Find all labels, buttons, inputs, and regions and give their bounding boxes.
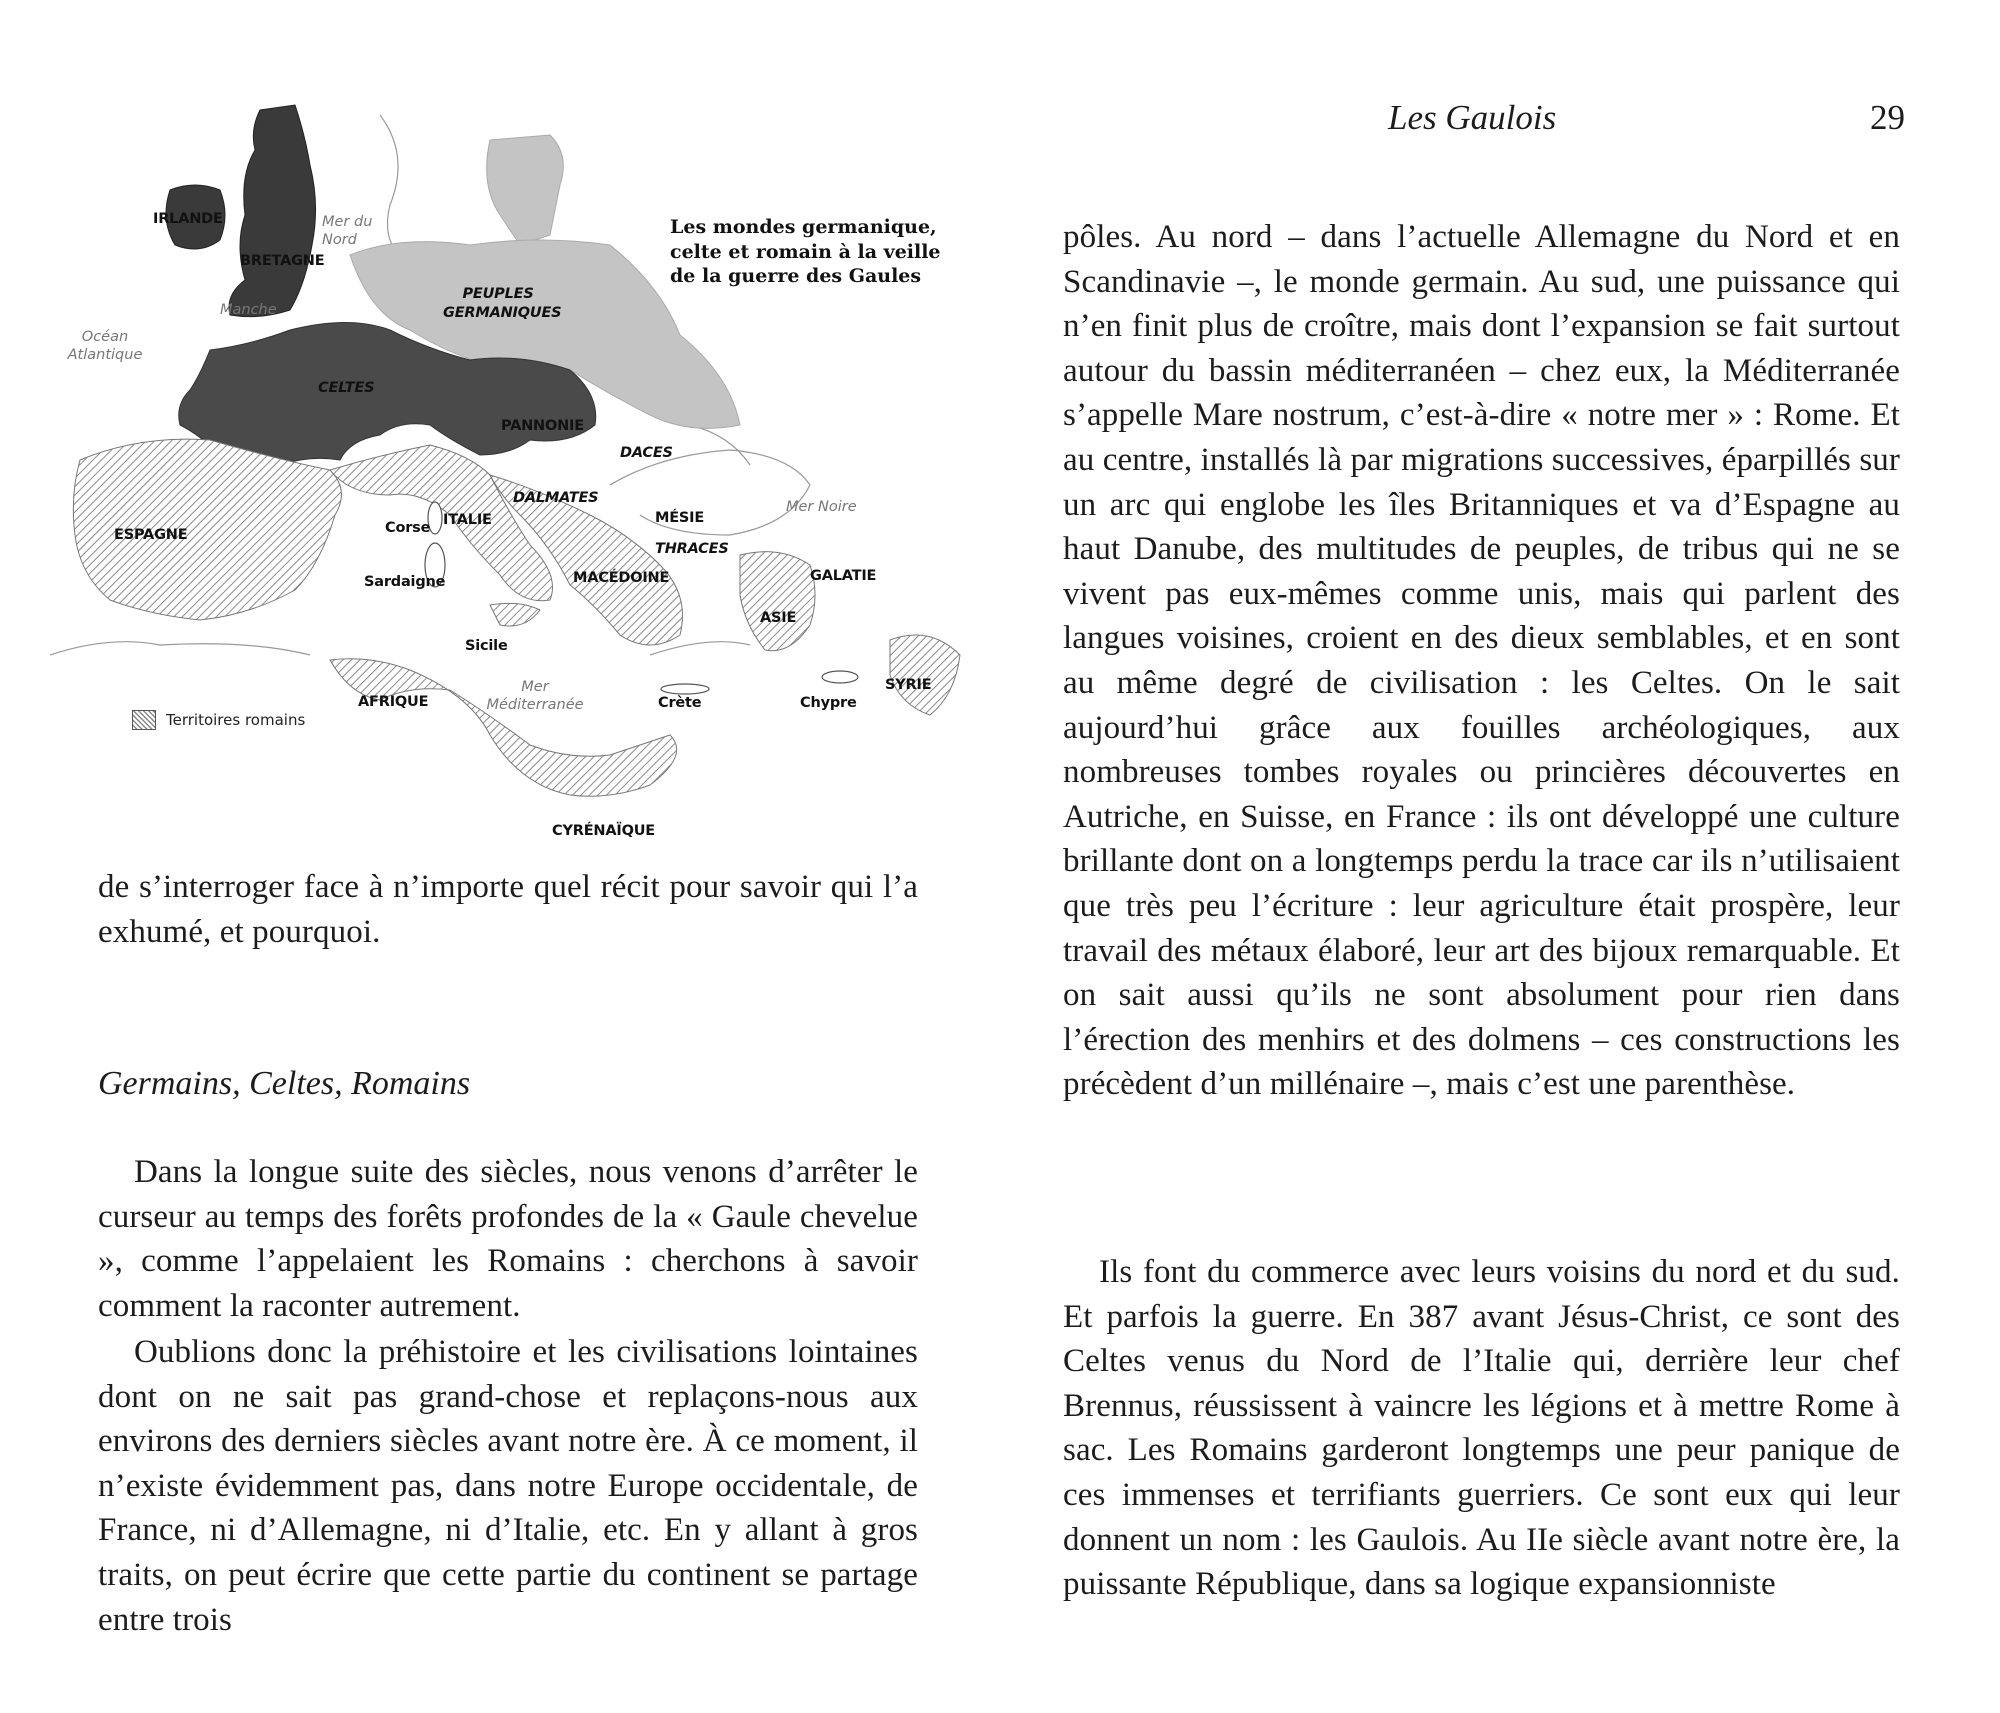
scandinavia-region [487, 135, 564, 245]
map-label-crete: Crète [658, 695, 702, 711]
map-label-dalmates: DALMATES [513, 490, 599, 506]
right-page [1000, 0, 2000, 1713]
map-label-irlande: IRLANDE [153, 211, 223, 227]
asia-region [740, 552, 815, 651]
map-label-sardaigne: Sardaigne [364, 574, 446, 590]
left-paragraph-2: Dans la longue suite des siècles, nous venons d’arrêter le curseur au temps des forêts profondes de la « Gaule chevelue », comme l’appelaient les Romains : cherchons à savoir comment la raconter autrement. [98, 1154, 918, 1324]
map-sea-mediterranee: Mer Méditerranée [486, 679, 584, 714]
crete-island [661, 684, 709, 694]
map-label-bretagne: BRETAGNE [240, 253, 325, 269]
sicily-region [490, 603, 540, 626]
cyprus-island [822, 671, 858, 683]
left-paragraph-1: de s’interroger face à n’importe quel récit pour savoir qui l’a exhumé, et pourquoi. [98, 869, 918, 950]
left-paragraph-3: Oublions donc la préhistoire et les civilisations lointaines dont on ne sait pas grand-chose et replaçons-nous aux environs des derniers siècles avant notre ère. À ce moment, il n’existe évidemment pas, dans notre Europe occidentale, de France, ni d’Allemagne, ni d’Italie, etc. En y allant à gros traits, on peut écrire que cette partie du continent se partage entre trois [98, 1334, 918, 1638]
map-label-corse: Corse [385, 520, 431, 536]
map-label-espagne: ESPAGNE [114, 527, 188, 543]
map-label-galatie: GALATIE [810, 568, 877, 584]
legend-label: Territoires romains [166, 711, 306, 729]
map-sea-ocean-atlantique: Océan Atlantique [67, 329, 143, 364]
map-label-thraces: THRACES [655, 541, 729, 557]
map-sea-mer-noire: Mer Noire [786, 499, 857, 515]
map-sea-manche: Manche [220, 302, 277, 318]
map-label-mesie: MÉSIE [655, 510, 705, 526]
map-label-italie: ITALIE [443, 512, 492, 528]
map-label-cyrenaique: CYRÉNAÏQUE [552, 823, 655, 839]
legend-hatch-swatch [132, 710, 156, 730]
right-paragraph-2: Ils font du commerce avec leurs voisins du nord et du sud. Et parfois la guerre. En 387 avant Jésus-Christ, ce sont des Celtes venus du Nord de l’Italie qui, derrière leur chef Brennus, réussissent à vaincre les légions et à mettre Rome à sac. Les Romains garderont longtemps une peur panique de ces immenses et terrifiants guerriers. Ce sont eux qui leur donnent un nom : les Gaulois. Au IIe siècle avant notre ère, la puissante République, dans sa logique expansionniste [1063, 1254, 1900, 1603]
running-head: Les Gaulois [1388, 98, 1557, 137]
map-label-asie: ASIE [760, 610, 797, 626]
map-label-macedoine: MACÉDOINE [573, 570, 670, 586]
syria-region [890, 635, 960, 715]
map-label-peuples-germaniques: PEUPLES GERMANIQUES [443, 286, 562, 321]
section-title: Germains, Celtes, Romains [98, 1065, 471, 1102]
map-figure [50, 95, 980, 855]
map-label-sicile: Sicile [465, 638, 508, 654]
right-paragraph-1: pôles. Au nord – dans l’actuelle Allemagne du Nord et en Scandinavie –, le monde germain. Au sud, une puissance qui n’en finit plus de croître, mais dont l’expansion se fait surtout autour du bassin méditerranéen – chez eux, la Méditerranée s’appelle Mare nostrum, c’est-à-dire « notre mer » : Rome. Et au centre, installés là par migrations successives, éparpillés sur un arc qui englobe les îles Britanniques et va d’Espagne au haut Danube, des multitudes de peuples, de tribus qui ne se vivent pas eux-mêmes comme unis, mais qui parlent des langues voisines, croient en des dieux semblables, et en sont au même degré de civilisation : les Celtes. On le sait aujourd’hui grâce aux fouilles archéologiques, aux nombreuses tombes royales ou princières découvertes en Autriche, en Suisse, en France : ils ont développé une culture brillante dont on a longtemps perdu la trace car ils n’utilisaient que très peu l’écriture : leur agriculture était prospère, leur travail des métaux élaboré, leur art des bijoux remarquable. Et on sait aussi qu’ils ne sont absolument pour rien dans l’érection des menhirs et des dolmens – ces constructions les précèdent d’un millénaire –, mais c’est une parenthèse. [1063, 219, 1900, 1103]
map-legend [132, 710, 305, 730]
map-label-syrie: SYRIE [885, 677, 932, 693]
map-label-celtes: CELTES [318, 380, 375, 396]
map-label-pannonie: PANNONIE [501, 418, 584, 434]
map-title: Les mondes germanique, celte et romain à la veille de la guerre des Gaules [670, 216, 941, 288]
map-sea-mer-du-nord: Mer du Nord [322, 214, 373, 249]
map-drawing [50, 95, 980, 855]
map-label-chypre: Chypre [800, 695, 857, 711]
page-number: 29 [1870, 98, 1905, 137]
britain-region [229, 105, 316, 317]
map-label-daces: DACES [620, 445, 673, 461]
map-label-afrique: AFRIQUE [358, 694, 429, 710]
